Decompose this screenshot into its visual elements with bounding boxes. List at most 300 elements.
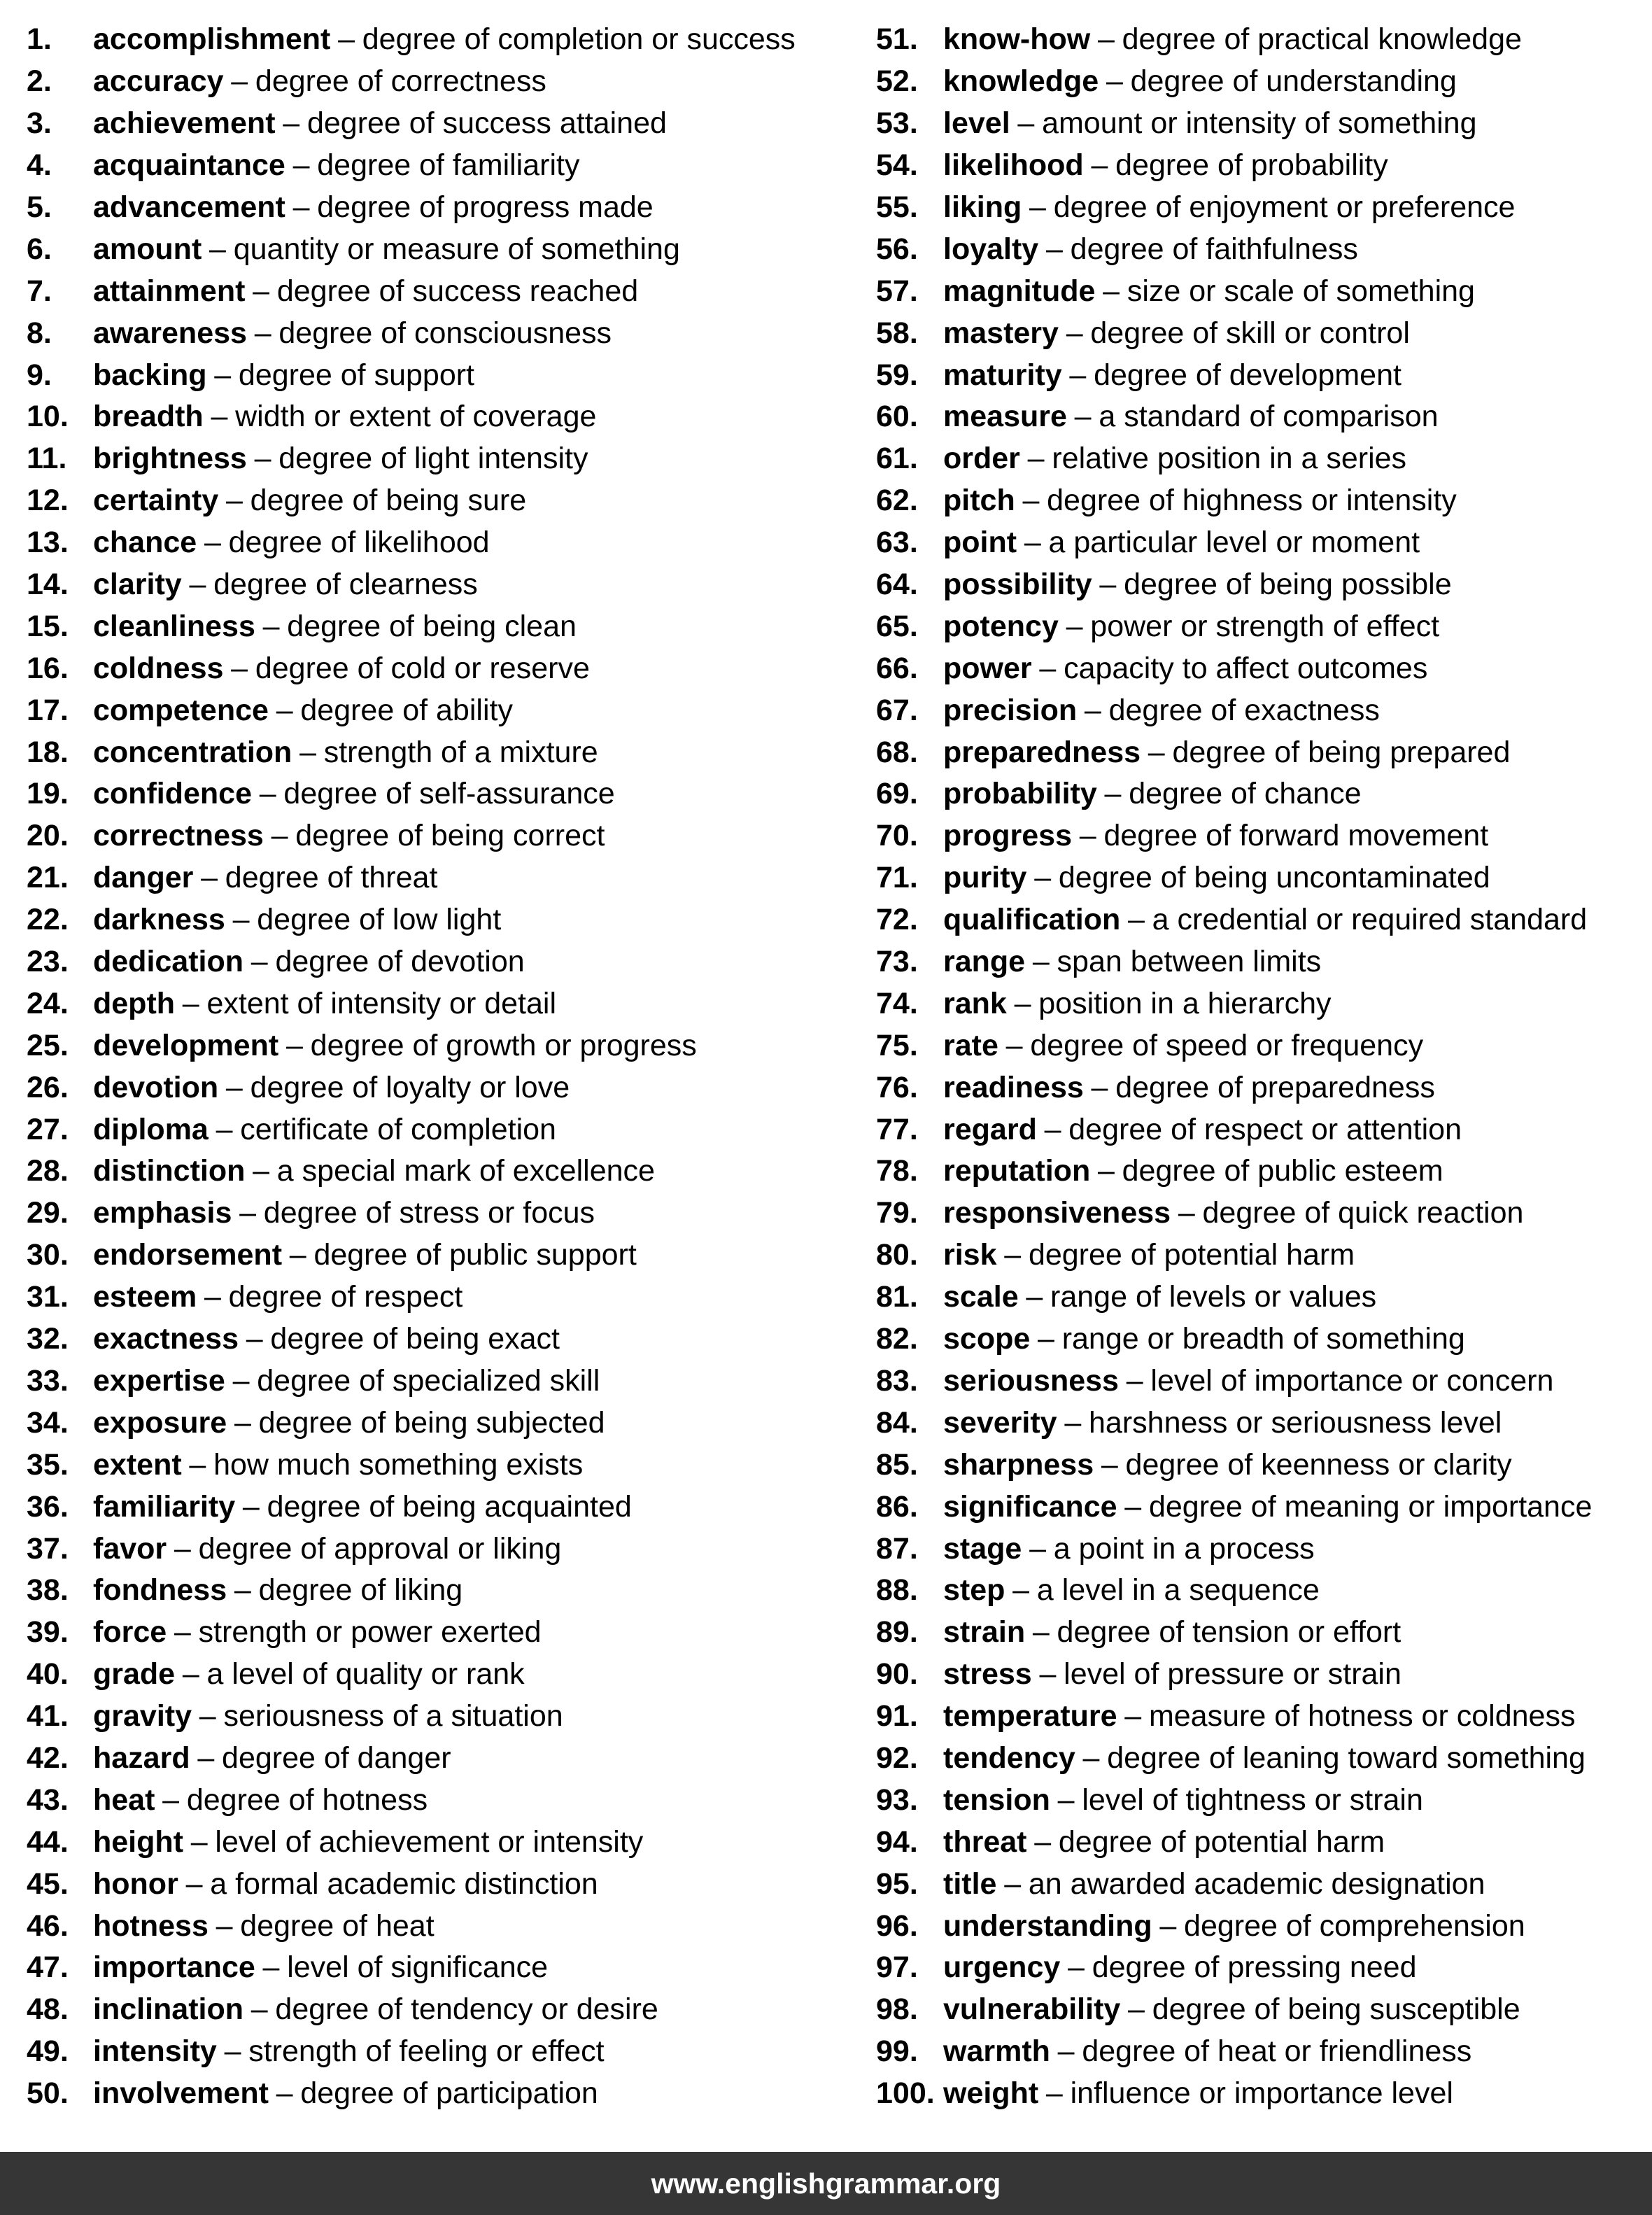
list-item (876, 899, 1646, 941)
item-term: competence (93, 693, 269, 727)
item-number: 79. (876, 1196, 918, 1230)
item-number: 83. (876, 1363, 918, 1398)
item-definition: degree of respect or attention (1068, 1112, 1462, 1146)
item-number: 84. (876, 1405, 918, 1440)
list-item (876, 605, 1646, 647)
item-definition: degree of being clean (287, 609, 577, 643)
left-column (27, 19, 838, 2115)
item-term: fondness (93, 1573, 227, 1608)
list-item (876, 396, 1646, 438)
item-number: 5. (27, 190, 52, 224)
list-item (876, 1444, 1646, 1486)
item-term: favor (93, 1531, 167, 1566)
item-separator: – (254, 442, 271, 476)
item-term: darkness (93, 903, 225, 937)
item-term: likelihood (943, 148, 1084, 183)
item-separator: – (182, 986, 199, 1020)
item-separator: – (1039, 1657, 1057, 1692)
item-term: responsiveness (943, 1196, 1171, 1230)
list-item (876, 731, 1646, 773)
item-separator: – (1106, 64, 1123, 99)
item-number: 2. (27, 64, 52, 99)
item-definition: level of tightness or strain (1082, 1782, 1423, 1817)
item-separator: – (1099, 568, 1117, 602)
item-term: backing (93, 358, 207, 392)
list-item (876, 1319, 1646, 1360)
footer-url[interactable]: www.englishgrammar.org (651, 2167, 1001, 2200)
item-term: expertise (93, 1363, 225, 1398)
item-term: point (943, 526, 1017, 560)
item-term: heat (93, 1782, 155, 1817)
item-definition: degree of speed or frequency (1030, 1028, 1424, 1062)
item-term: coldness (93, 651, 224, 685)
item-term: weight (943, 2076, 1039, 2111)
item-number: 8. (27, 316, 52, 350)
list-item (876, 857, 1646, 899)
list-item (27, 1193, 838, 1235)
item-separator: – (234, 1573, 251, 1608)
list-item (27, 1360, 838, 1402)
item-term: precision (943, 693, 1078, 727)
list-item (876, 941, 1646, 983)
item-number: 65. (876, 609, 918, 643)
item-term: knowledge (943, 64, 1099, 99)
item-number: 47. (27, 1950, 69, 1985)
list-item (27, 103, 838, 145)
item-separator: – (1079, 819, 1096, 853)
item-separator: – (1057, 2034, 1075, 2069)
list-item (27, 2031, 838, 2073)
item-separator: – (299, 735, 316, 769)
item-definition: a point in a process (1053, 1531, 1315, 1566)
item-number: 92. (876, 1741, 918, 1775)
item-separator: – (1012, 1573, 1030, 1608)
item-number: 21. (27, 861, 69, 895)
item-term: awareness (93, 316, 247, 350)
list-item (27, 1235, 838, 1277)
item-number: 56. (876, 232, 918, 266)
item-number: 80. (876, 1238, 918, 1272)
item-definition: level of significance (287, 1950, 549, 1985)
item-definition: degree of threat (225, 861, 438, 895)
item-term: pitch (943, 484, 1015, 518)
item-definition: degree of low light (257, 903, 502, 937)
list-item (27, 1738, 838, 1780)
item-separator: – (231, 64, 248, 99)
item-separator: – (216, 1112, 233, 1146)
item-term: liking (943, 190, 1022, 224)
item-definition: degree of leaning toward something (1107, 1741, 1586, 1775)
item-number: 77. (876, 1112, 918, 1146)
item-number: 100. (876, 2076, 935, 2111)
item-number: 82. (876, 1322, 918, 1356)
item-separator: – (262, 1950, 280, 1985)
item-definition: strength of feeling or effect (248, 2034, 605, 2069)
item-number: 23. (27, 945, 69, 979)
list-item (876, 1109, 1646, 1151)
list-item (27, 983, 838, 1025)
item-definition: degree of danger (222, 1741, 451, 1775)
item-definition: capacity to affect outcomes (1064, 651, 1428, 685)
item-number: 3. (27, 106, 52, 141)
item-term: brightness (93, 442, 247, 476)
item-separator: – (216, 1908, 233, 1943)
item-definition: degree of probability (1115, 148, 1388, 183)
item-definition: degree of clearness (213, 568, 478, 602)
item-number: 64. (876, 568, 918, 602)
item-number: 25. (27, 1028, 69, 1062)
item-definition: harshness or seriousness level (1089, 1405, 1502, 1440)
item-definition: degree of participation (300, 2076, 598, 2111)
list-item (27, 522, 838, 564)
item-term: step (943, 1573, 1005, 1608)
item-definition: degree of stress or focus (263, 1196, 595, 1230)
item-separator: – (201, 861, 218, 895)
list-item (876, 1863, 1646, 1905)
item-definition: degree of being exact (270, 1322, 560, 1356)
item-number: 53. (876, 106, 918, 141)
item-term: danger (93, 861, 194, 895)
item-term: measure (943, 400, 1067, 434)
item-separator: – (292, 148, 310, 183)
item-term: loyalty (943, 232, 1039, 266)
item-definition: degree of being possible (1124, 568, 1452, 602)
item-separator: – (224, 2034, 241, 2069)
item-term: range (943, 945, 1026, 979)
list-item (27, 480, 838, 522)
item-separator: – (285, 1028, 303, 1062)
item-separator: – (253, 274, 270, 308)
item-separator: – (1104, 777, 1122, 811)
item-definition: degree of being susceptible (1152, 1992, 1520, 2027)
item-definition: degree of hotness (186, 1782, 428, 1817)
item-separator: – (1103, 274, 1120, 308)
item-separator: – (271, 819, 288, 853)
item-definition: range or breadth of something (1061, 1322, 1465, 1356)
item-term: certainty (93, 484, 219, 518)
item-definition: degree of tendency or desire (275, 1992, 658, 2027)
item-number: 76. (876, 1070, 918, 1104)
item-separator: – (1124, 1489, 1142, 1524)
item-number: 67. (876, 693, 918, 727)
item-term: potency (943, 609, 1059, 643)
list-item (27, 815, 838, 857)
item-term: order (943, 442, 1020, 476)
item-definition: degree of completion or success (362, 22, 796, 57)
item-separator: – (1159, 1908, 1177, 1943)
item-definition: a formal academic distinction (210, 1866, 598, 1901)
item-term: severity (943, 1405, 1057, 1440)
item-number: 34. (27, 1405, 69, 1440)
list-item (27, 396, 838, 438)
item-number: 72. (876, 903, 918, 937)
item-definition: degree of potential harm (1058, 1824, 1385, 1859)
item-term: emphasis (93, 1196, 232, 1230)
item-separator: – (1127, 903, 1145, 937)
item-separator: – (1004, 1866, 1022, 1901)
item-definition: degree of approval or liking (198, 1531, 562, 1566)
item-definition: degree of heat (240, 1908, 435, 1943)
list-item (876, 187, 1646, 229)
item-number: 97. (876, 1950, 918, 1985)
list-item (876, 312, 1646, 354)
item-number: 71. (876, 861, 918, 895)
item-number: 11. (27, 442, 67, 476)
item-separator: – (185, 1866, 203, 1901)
list-item (876, 815, 1646, 857)
item-term: stress (943, 1657, 1032, 1692)
item-separator: – (242, 1489, 260, 1524)
item-term: tendency (943, 1741, 1075, 1775)
item-term: regard (943, 1112, 1037, 1146)
item-term: involvement (93, 2076, 269, 2111)
item-definition: a credential or required standard (1152, 903, 1588, 937)
item-number: 42. (27, 1741, 69, 1775)
item-term: scope (943, 1322, 1031, 1356)
item-number: 40. (27, 1657, 69, 1692)
item-number: 10. (27, 400, 69, 434)
item-term: magnitude (943, 274, 1096, 308)
list-item (27, 1863, 838, 1905)
list-item (876, 354, 1646, 396)
item-number: 7. (27, 274, 52, 308)
item-definition: degree of cold or reserve (255, 651, 590, 685)
item-number: 19. (27, 777, 69, 811)
item-separator: – (259, 777, 276, 811)
item-separator: – (234, 1405, 251, 1440)
item-separator: – (1064, 1405, 1082, 1440)
item-term: stage (943, 1531, 1022, 1566)
list-item (876, 1779, 1646, 1821)
item-term: breadth (93, 400, 204, 434)
item-term: achievement (93, 106, 276, 141)
item-term: probability (943, 777, 1097, 811)
item-definition: degree of chance (1129, 777, 1362, 811)
item-separator: – (1029, 190, 1046, 224)
list-item (27, 1319, 838, 1360)
item-term: warmth (943, 2034, 1050, 2069)
item-number: 33. (27, 1363, 69, 1398)
item-definition: degree of preparedness (1115, 1070, 1435, 1104)
item-definition: degree of development (1094, 358, 1402, 392)
item-definition: measure of hotness or coldness (1148, 1699, 1576, 1734)
item-separator: – (174, 1531, 191, 1566)
item-term: distinction (93, 1154, 246, 1188)
item-term: significance (943, 1489, 1117, 1524)
item-term: progress (943, 819, 1073, 853)
item-separator: – (1032, 945, 1050, 979)
item-separator: – (1091, 1070, 1108, 1104)
item-number: 39. (27, 1615, 69, 1650)
item-separator: – (1038, 1322, 1054, 1356)
item-separator: – (1004, 1238, 1022, 1272)
item-term: accuracy (93, 64, 224, 99)
item-separator: – (289, 1238, 306, 1272)
list-item (876, 1360, 1646, 1402)
item-definition: strength or power exerted (198, 1615, 542, 1650)
list-item (27, 61, 838, 103)
list-item (876, 1025, 1646, 1067)
item-number: 28. (27, 1154, 69, 1188)
item-term: title (943, 1866, 997, 1901)
item-separator: – (254, 316, 271, 350)
item-term: reputation (943, 1154, 1091, 1188)
list-item (876, 1528, 1646, 1570)
item-number: 48. (27, 1992, 69, 2027)
item-number: 70. (876, 819, 918, 853)
list-item (876, 1821, 1646, 1863)
list-item (876, 1738, 1646, 1780)
item-separator: – (1044, 1112, 1061, 1146)
item-separator: – (190, 1824, 208, 1859)
list-item (876, 1067, 1646, 1109)
item-separator: – (226, 484, 243, 518)
item-definition: degree of familiarity (317, 148, 580, 183)
list-item (876, 103, 1646, 145)
item-number: 12. (27, 484, 69, 518)
item-term: threat (943, 1824, 1027, 1859)
list-item (27, 1947, 838, 1989)
item-separator: – (1066, 609, 1083, 643)
item-definition: degree of heat or friendliness (1082, 2034, 1472, 2069)
item-number: 93. (876, 1782, 918, 1817)
item-term: vulnerability (943, 1992, 1121, 2027)
item-number: 89. (876, 1615, 918, 1650)
list-item (876, 983, 1646, 1025)
list-item (27, 145, 838, 187)
item-separator: – (1045, 232, 1063, 266)
item-definition: power or strength of effect (1090, 609, 1440, 643)
item-separator: – (1022, 484, 1040, 518)
item-number: 96. (876, 1908, 918, 1943)
list-item (27, 564, 838, 606)
item-separator: – (1045, 2076, 1063, 2111)
list-item (27, 773, 838, 815)
item-definition: position in a hierarchy (1038, 986, 1332, 1020)
list-item (27, 731, 838, 773)
item-number: 32. (27, 1322, 69, 1356)
item-term: hotness (93, 1908, 209, 1943)
list-item (27, 647, 838, 689)
item-number: 29. (27, 1196, 69, 1230)
item-number: 45. (27, 1866, 69, 1901)
item-separator: – (276, 2076, 293, 2111)
item-separator: – (1032, 1615, 1050, 1650)
item-separator: – (1097, 1154, 1115, 1188)
item-definition: degree of being correct (295, 819, 605, 853)
item-separator: – (283, 106, 300, 141)
list-item (876, 1193, 1646, 1235)
item-number: 15. (27, 609, 69, 643)
item-definition: degree of highness or intensity (1047, 484, 1457, 518)
item-number: 31. (27, 1280, 69, 1314)
item-separator: – (1005, 1028, 1023, 1062)
item-term: gravity (93, 1699, 192, 1734)
item-separator: – (250, 1992, 268, 2027)
item-number: 55. (876, 190, 918, 224)
item-term: strain (943, 1615, 1026, 1650)
item-separator: – (292, 190, 310, 224)
list-item (876, 1696, 1646, 1738)
item-number: 57. (876, 274, 918, 308)
item-definition: degree of public esteem (1122, 1154, 1443, 1188)
item-separator: – (338, 22, 355, 57)
item-term: devotion (93, 1070, 219, 1104)
item-term: familiarity (93, 1489, 236, 1524)
item-definition: degree of success attained (306, 106, 667, 141)
item-number: 58. (876, 316, 918, 350)
item-term: chance (93, 526, 197, 560)
item-number: 98. (876, 1992, 918, 2027)
item-separator: – (1066, 316, 1083, 350)
list-item (876, 522, 1646, 564)
list-item (27, 1444, 838, 1486)
item-term: endorsement (93, 1238, 283, 1272)
item-definition: a particular level or moment (1048, 526, 1420, 560)
list-item (876, 1402, 1646, 1444)
item-term: seriousness (943, 1363, 1119, 1398)
item-separator: – (262, 609, 280, 643)
item-term: diploma (93, 1112, 209, 1146)
item-definition: degree of enjoyment or preference (1053, 190, 1516, 224)
item-number: 9. (27, 358, 52, 392)
item-separator: – (209, 232, 226, 266)
item-separator: – (1128, 1992, 1145, 2027)
item-definition: width or extent of coverage (235, 400, 597, 434)
list-item (876, 1570, 1646, 1612)
item-term: grade (93, 1657, 176, 1692)
item-separator: – (1039, 651, 1057, 685)
list-item (27, 1779, 838, 1821)
item-separator: – (1026, 1280, 1043, 1314)
item-definition: degree of understanding (1130, 64, 1457, 99)
item-definition: degree of quick reaction (1202, 1196, 1524, 1230)
item-number: 62. (876, 484, 918, 518)
item-definition: degree of being prepared (1172, 735, 1511, 769)
item-number: 22. (27, 903, 69, 937)
item-separator: – (189, 568, 206, 602)
item-separator: – (1178, 1196, 1195, 1230)
list-item (876, 19, 1646, 61)
item-term: force (93, 1615, 167, 1650)
item-number: 52. (876, 64, 918, 99)
item-term: sharpness (943, 1447, 1094, 1482)
item-separator: – (1034, 861, 1052, 895)
list-item (876, 1654, 1646, 1696)
item-term: extent (93, 1447, 182, 1482)
item-number: 35. (27, 1447, 69, 1482)
item-definition: degree of loyalty or love (250, 1070, 570, 1104)
item-term: acquaintance (93, 148, 285, 183)
item-number: 51. (876, 22, 918, 57)
item-definition: a level in a sequence (1036, 1573, 1320, 1608)
item-number: 20. (27, 819, 69, 853)
item-number: 26. (27, 1070, 69, 1104)
item-definition: degree of self-assurance (283, 777, 615, 811)
item-term: hazard (93, 1741, 190, 1775)
item-definition: degree of pressing need (1092, 1950, 1417, 1985)
item-separator: – (1068, 1950, 1085, 1985)
list-item (27, 438, 838, 480)
right-column (876, 19, 1646, 2115)
item-number: 30. (27, 1238, 69, 1272)
item-number: 86. (876, 1489, 918, 1524)
item-definition: degree of public support (313, 1238, 637, 1272)
item-separator: – (182, 1657, 199, 1692)
list-item (27, 941, 838, 983)
item-definition: extent of intensity or detail (206, 986, 557, 1020)
item-term: concentration (93, 735, 292, 769)
